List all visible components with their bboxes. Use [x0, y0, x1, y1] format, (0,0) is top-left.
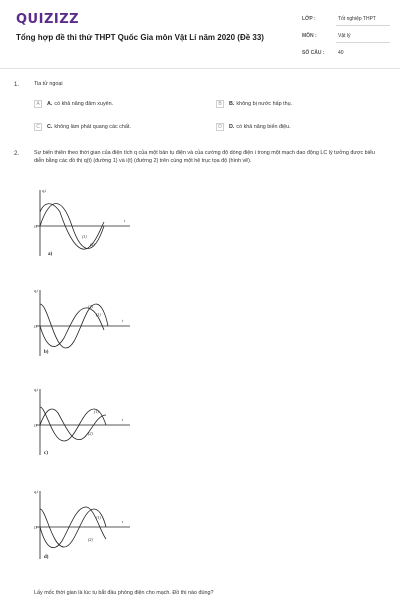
meta-row-subject	[302, 30, 390, 47]
option-letter-box: D	[216, 123, 224, 131]
y-axis-label: q,i	[34, 489, 39, 494]
graph-a-svg	[32, 186, 132, 266]
option-key: A.	[47, 101, 53, 107]
graph-label: c)	[44, 451, 48, 456]
curve-1-label: (1)	[96, 312, 101, 317]
graph-a	[32, 186, 132, 266]
curve-2-label: (2)	[88, 537, 93, 542]
meta-row-count	[302, 47, 390, 64]
option-key: B.	[229, 101, 235, 107]
option-text: không bị nước hấp thụ.	[236, 101, 293, 107]
answer-option-a[interactable]	[34, 100, 113, 108]
option-key: C.	[47, 124, 53, 130]
question-text: Tia tử ngoại	[34, 81, 63, 87]
meta-label: MÔN :	[302, 33, 317, 39]
curve-1-label: (1)	[96, 515, 101, 520]
option-letter-box: C	[34, 123, 42, 131]
y-axis-label: q,i	[42, 188, 47, 193]
meta-label: LỚP :	[302, 16, 316, 22]
option-letter-box: B	[216, 100, 224, 108]
x-axis-label: t	[122, 417, 124, 422]
worksheet-meta	[302, 13, 390, 64]
x-axis-label: t	[122, 519, 124, 524]
question-number: 2.	[14, 151, 20, 157]
origin-label: O	[34, 423, 37, 428]
graph-label: b)	[44, 350, 49, 355]
y-axis-label: q,i	[34, 387, 39, 392]
option-letter-box: A	[34, 100, 42, 108]
quizizz-logo: QUIZIZZ	[16, 12, 80, 27]
option-text: có khả năng biến điệu.	[236, 124, 291, 130]
meta-label: SỐ CÂU :	[302, 50, 325, 56]
x-axis-label: t	[124, 218, 126, 223]
curve-2	[40, 308, 104, 347]
question-number: 1.	[14, 82, 20, 88]
answer-option-b[interactable]	[216, 100, 292, 108]
x-axis-label: t	[122, 318, 124, 323]
curve-2-label: (2)	[90, 242, 95, 247]
option-key: D.	[229, 124, 235, 130]
origin-label: O	[34, 224, 37, 229]
graph-c	[32, 385, 132, 465]
answer-option-c[interactable]	[34, 123, 131, 131]
meta-row-class	[302, 13, 390, 30]
worksheet-header	[0, 0, 400, 69]
question-text: Sự biến thiên theo thời gian của điện tích q của một bản tụ điện và của cường độ dòng điện i trong một mạch dao động LC lý tưởng được biểu diễn bằng các đồ thị q(t) (đường 1) và i(t) (đường 2) trên cùng một hệ trục tọa độ (hình vẽ).	[34, 150, 375, 164]
y-axis-label: q,i	[34, 288, 39, 293]
worksheet-title: Tổng hợp đề thi thử THPT Quốc Gia môn Vật Lí năm 2020 (Đề 33)	[16, 33, 264, 42]
origin-label: O	[34, 525, 37, 530]
curve-1-label: (1)	[82, 234, 87, 239]
meta-value: 40	[338, 50, 344, 56]
meta-value: Tốt nghiệp THPT	[336, 13, 390, 26]
graph-d	[32, 487, 132, 567]
curve-2-label: (2)	[88, 304, 93, 309]
curve-2-label: (2)	[88, 431, 93, 436]
graph-label: d)	[44, 555, 49, 560]
option-text: có khả năng đâm xuyên.	[54, 101, 114, 107]
graph-b	[32, 286, 132, 366]
graph-label: a)	[48, 252, 53, 257]
question-footer-text: Lấy mốc thời gian là lúc tụ bắt đầu phóng điện cho mạch. Đồ thị nào đúng?	[34, 590, 214, 596]
curve-1-label: (1)	[94, 409, 99, 414]
origin-label: O	[34, 324, 37, 329]
answer-option-d[interactable]	[216, 123, 291, 131]
meta-value: Vật lý	[336, 30, 390, 43]
option-text: không làm phát quang các chất.	[54, 124, 131, 130]
